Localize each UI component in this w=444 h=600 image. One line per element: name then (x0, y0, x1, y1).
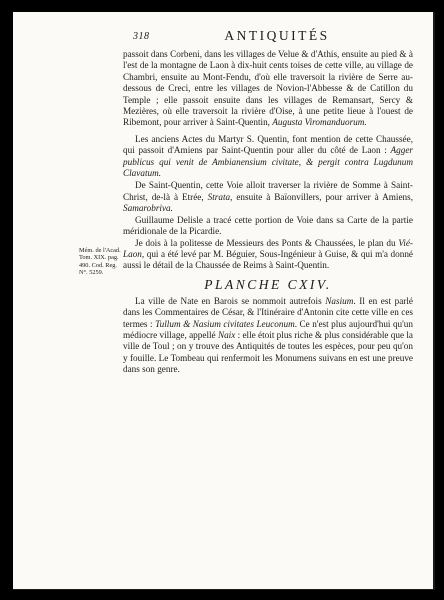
paragraph-saint-quentin-route: De Saint-Quentin, cette Voie alloit traverser la rivière de Somme à Saint-Christ, de-là à Etrée, Strata, ensuite à Baïonvillers, pour arriver à Amiens, Samarobriva. (123, 180, 414, 214)
page-header (117, 30, 417, 44)
paragraph-route: passoit dans Corbeni, dans les villages de Velue & d'Athis, ensuite au pied & à l'est de la montagne de Laon à dix-huit cents toises de cette ville, au village de Chambri, ensuite au Mont-Fendu, d'où elle traversoit la rivière de Serre au-dessous de Creci, entre les villages de Novion-l'Abbesse & de Catillon du Temple ; elle passoit ensuite dans les villages de Remansart, Sercy & Mezières, où elle traversoit la rivière d'Oise, à une petite lieue à l'ouest de Ribemont, pour arriver à Saint-Quentin, Augusta Viromanduorum. (123, 49, 413, 128)
book-page (13, 12, 435, 590)
paragraph-nasium: La ville de Nate en Barois se nommoit autrefois Nasium. Il en est parlé dans les Commentaires de César, & l'Itinéraire d'Antonin cite cette ville en ces termes : Tullum & Nasium civitates Leuconum. Ce n'est plus aujourd'hui qu'un médiocre village, appellé Naix : elle étoit plus riche & plus considérable que la ville de Toul ; on y trouve des Antiquités de toutes les espèces, pour peu qu'on y fouille. Le Tombeau qui renfermoit les Monumens suivans en est une preuve dans son genre. (123, 295, 413, 375)
margin-note (79, 247, 123, 276)
page-number: 318 (133, 31, 150, 42)
running-title: ANTIQUITÉS (224, 28, 330, 43)
margin-note-line: Tom. XIX. pag. (79, 254, 119, 262)
body-text (123, 49, 413, 376)
margin-note-line: N°. 5259. (79, 268, 104, 276)
plate-heading: PLANCHE CXIV. (204, 276, 332, 292)
paragraph-acknowledgement: Je dois à la politesse de Messieurs des Ponts & Chaussées, le plan du Vié-Laon, qui a été levé par M. Béguier, Sous-Ingénieur à Guise, & qui m'a donné aussi le détail de la Chaussée de Reims à Saint-Quentin. (123, 237, 413, 271)
paragraph-delisle-map: Guillaume Delisle a tracé cette portion de Voie dans sa Carte de la partie méridionale de la Picardie. (123, 214, 413, 237)
margin-note-line: 490. Cod. Reg. (79, 261, 117, 269)
margin-note-line: Mém. de l'Acad. (79, 247, 121, 254)
paragraph-martyr-acts: Les anciens Actes du Martyr S. Quentin, font mention de cette Chaussée, qui passoit d'Amiens par Saint-Quentin pour aller du côté de Laon : Agger publicus qui venit de Ambianensium civitate, & pergit contra Lugdunum Clavatum. (123, 133, 413, 179)
